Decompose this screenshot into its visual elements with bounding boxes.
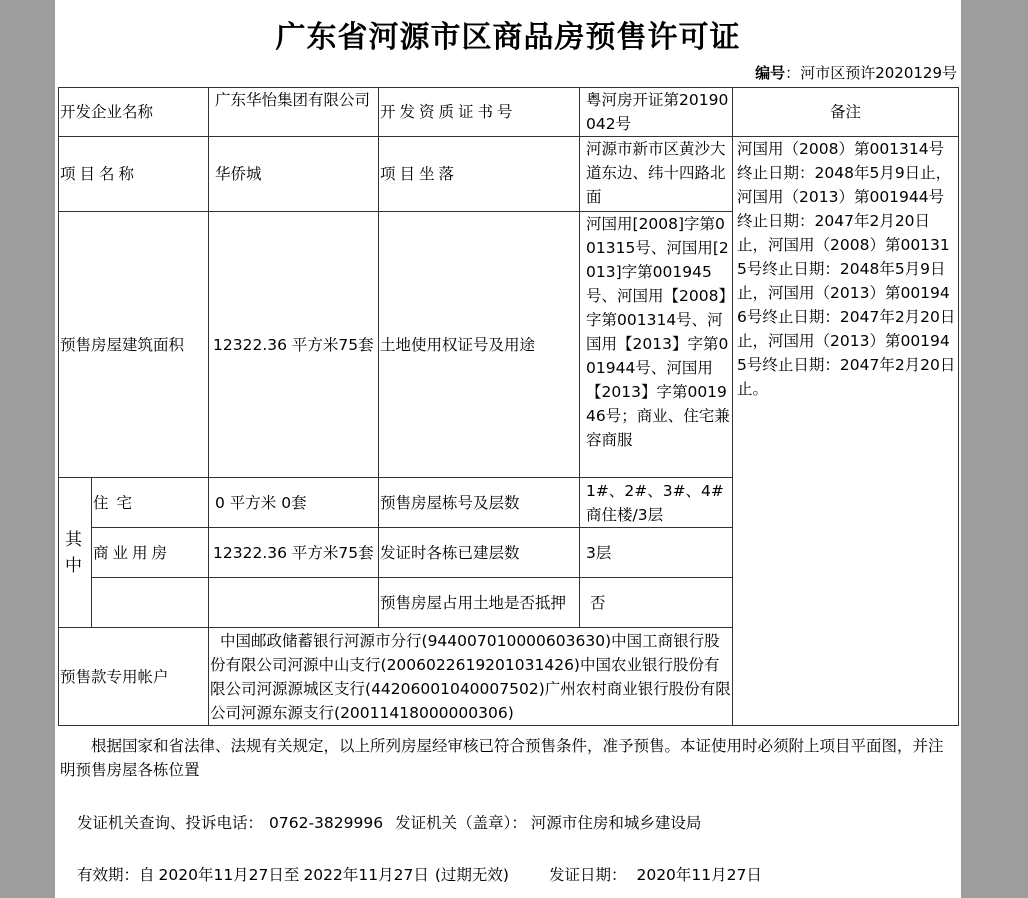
valid-to-word: 至: [283, 866, 300, 884]
serial-value: 河市区预许2020129号: [800, 64, 957, 82]
qualification-value: 粤河房开证第20190042号: [580, 88, 733, 137]
land-value: 河国用[2008]字第001315号、河国用[2013]字第001945号、河国用【2008】字第001314号、河国用【2013】字第001944号、河国用【2013】字第001946号；商业、住宅兼容商服: [580, 212, 733, 478]
mortgage-label: 预售房屋占用土地是否抵押: [379, 578, 580, 628]
valid-to: 2022年11月27日: [303, 866, 429, 884]
page-title: 广东省河源市区商品房预售许可证: [275, 20, 741, 55]
empty-cell: [92, 578, 209, 628]
commercial-label: 商业用房: [92, 528, 209, 578]
remark-value: 河国用（2008）第001314号终止日期：2048年5月9日止，河国用（2013）第001944号终止日期：2047年2月20日止，河国用（2008）第001315号终止日期：2048年5月9日止，河国用（2013）第001946号终止日期：2047年2月20日止，河国用（2013）第001945号终止日期：2047年2月20日止。: [733, 137, 959, 726]
building-label: 预售房屋栋号及层数: [379, 478, 580, 528]
residential-value: 0 平方米 0套: [209, 478, 379, 528]
qualification-label: 开发资质证书号: [379, 88, 580, 137]
floors-label: 发证时各栋已建层数: [379, 528, 580, 578]
permit-table: [58, 87, 959, 726]
issuer-label: 发证机关（盖章）：: [395, 814, 527, 832]
approval-note: 根据国家和省法律、法规有关规定，以上所列房屋经审核已符合预售条件，准予预售。本证使用时必须附上项目平面图，并注明预售房屋各栋位置: [60, 737, 944, 779]
project-name-label: 项目名称: [59, 137, 209, 212]
issuer-value: 河源市住房和城乡建设局: [530, 814, 702, 832]
floors-value: 3层: [580, 528, 733, 578]
area-label: 预售房屋建筑面积: [59, 212, 209, 478]
developer-label: 开发企业名称: [59, 88, 209, 137]
account-value: 中国邮政储蓄银行河源市分行(944007010000603630)中国工商银行股份有限公司河源中山支行(2006022619201031426)中国农业银行股份有限公司河源源城区支行(44206001040007502)广州农村商业银行股份有限公司河源东源支行(20011418000000306): [209, 628, 733, 726]
serial-label: 编号: [755, 64, 786, 82]
validity-line: [77, 863, 762, 885]
expire-note: (过期无效): [434, 866, 509, 884]
location-value: 河源市新市区黄沙大道东边、纬十四路北面: [580, 137, 733, 212]
among-label: 其中: [59, 478, 92, 628]
remark-label: 备注: [733, 88, 959, 137]
project-name-value: 华侨城: [209, 137, 379, 212]
contact-line: [77, 811, 701, 833]
certificate-page: [55, 0, 961, 898]
serial-sep: ：: [785, 64, 801, 82]
area-value: 12322.36 平方米75套: [209, 212, 379, 478]
account-label: 预售款专用帐户: [59, 628, 209, 726]
table-row: [59, 137, 959, 212]
issue-date: 2020年11月27日: [636, 866, 762, 884]
phone-label: 发证机关查询、投诉电话：: [77, 814, 264, 832]
serial-number: [755, 62, 957, 83]
table-row: [59, 88, 959, 137]
empty-cell: [209, 578, 379, 628]
developer-value: 广东华怡集团有限公司: [209, 88, 379, 137]
commercial-value: 12322.36 平方米75套: [209, 528, 379, 578]
mortgage-value: 否: [580, 578, 733, 628]
land-label: 土地使用权证号及用途: [379, 212, 580, 478]
residential-label: 住宅: [92, 478, 209, 528]
location-label: 项目坐落: [379, 137, 580, 212]
validity-label: 有效期：自: [77, 866, 155, 884]
phone-value: 0762-3829996: [269, 814, 384, 832]
building-value: 1#、2#、3#、4#商住楼/3层: [580, 478, 733, 528]
valid-from: 2020年11月27日: [158, 866, 284, 884]
issue-label: 发证日期：: [548, 866, 627, 884]
